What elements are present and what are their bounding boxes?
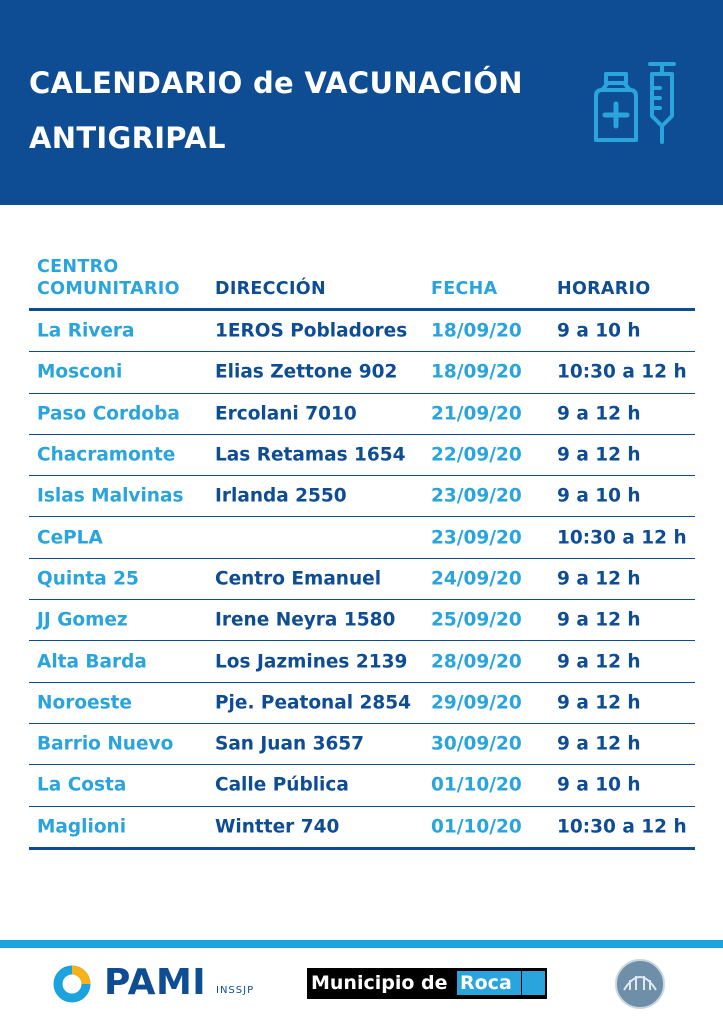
- cell-horario: 10:30 a 12 h: [557, 816, 687, 838]
- cell-horario: 9 a 12 h: [557, 403, 641, 425]
- cell-horario: 9 a 12 h: [557, 733, 641, 755]
- header-fecha: FECHA: [431, 279, 498, 299]
- cell-horario: 9 a 12 h: [557, 692, 641, 714]
- cell-horario: 9 a 12 h: [557, 609, 641, 631]
- cell-horario: 10:30 a 12 h: [557, 527, 687, 549]
- header-centro-comunitario: [37, 256, 180, 300]
- cell-fecha: 28/09/20: [431, 651, 522, 673]
- table-row: [29, 559, 695, 600]
- cell-direccion: Las Retamas 1654: [215, 444, 406, 466]
- municipio-highlight: Roca: [460, 972, 512, 994]
- table-row: [29, 435, 695, 476]
- cell-horario: 9 a 10 h: [557, 320, 641, 342]
- cell-fecha: 23/09/20: [431, 527, 522, 549]
- cell-centro: La Rivera: [37, 320, 135, 342]
- cell-direccion: Wintter 740: [215, 816, 340, 838]
- table-row: [29, 641, 695, 682]
- cell-fecha: 25/09/20: [431, 609, 522, 631]
- cell-fecha: 21/09/20: [431, 403, 522, 425]
- footer-divider: [0, 940, 723, 948]
- cell-centro: Alta Barda: [37, 651, 147, 673]
- cell-fecha: 24/09/20: [431, 568, 522, 590]
- en-accion-badge: [522, 971, 545, 995]
- municipio-roca-logo: [307, 968, 547, 999]
- table-row: [29, 807, 695, 850]
- table-row: [29, 683, 695, 724]
- table-row: [29, 517, 695, 558]
- cell-direccion: Centro Emanuel: [215, 568, 382, 590]
- table-row: [29, 311, 695, 352]
- cell-centro: JJ Gomez: [37, 609, 128, 631]
- cell-direccion: Calle Pública: [215, 774, 349, 796]
- cell-direccion: Irlanda 2550: [215, 485, 347, 507]
- vaccine-vial-syringe-icon: [592, 60, 682, 146]
- header-banner: [0, 0, 723, 205]
- table-row: [29, 394, 695, 435]
- table-body: [29, 311, 695, 850]
- cell-fecha: 29/09/20: [431, 692, 522, 714]
- table-row: [29, 765, 695, 806]
- title-line-1: CALENDARIO de VACUNACIÓN: [29, 66, 523, 100]
- cell-centro: Maglioni: [37, 816, 127, 838]
- cell-horario: 10:30 a 12 h: [557, 361, 687, 383]
- cell-direccion: Irene Neyra 1580: [215, 609, 396, 631]
- header-centro-line-2: COMUNITARIO: [37, 279, 180, 299]
- vaccination-schedule-table: [29, 250, 695, 850]
- table-header: [29, 250, 695, 311]
- municipio-highlight-box: [457, 971, 521, 995]
- header-horario: HORARIO: [557, 279, 651, 299]
- cell-centro: Mosconi: [37, 361, 123, 383]
- title-line-2: ANTIGRIPAL: [29, 121, 226, 155]
- facias-logo: [614, 958, 666, 1010]
- header-centro-line-1: CENTRO: [37, 257, 119, 277]
- cell-centro: Chacramonte: [37, 444, 176, 466]
- cell-centro: Quinta 25: [37, 568, 139, 590]
- cell-horario: 9 a 10 h: [557, 774, 641, 796]
- cell-fecha: 22/09/20: [431, 444, 522, 466]
- cell-direccion: Pje. Peatonal 2854: [215, 692, 411, 714]
- cell-centro: Barrio Nuevo: [37, 733, 174, 755]
- table-row: [29, 476, 695, 517]
- cell-direccion: 1EROS Pobladores: [215, 320, 408, 342]
- pami-name: PAMI: [104, 962, 207, 1003]
- cell-direccion: Ercolani 7010: [215, 403, 357, 425]
- table-row: [29, 352, 695, 393]
- table-row: [29, 724, 695, 765]
- cell-centro: CePLA: [37, 527, 103, 549]
- cell-fecha: 01/10/20: [431, 816, 522, 838]
- cell-direccion: San Juan 3657: [215, 733, 365, 755]
- header-direccion: DIRECCIÓN: [215, 279, 326, 299]
- cell-fecha: 30/09/20: [431, 733, 522, 755]
- cell-fecha: 01/10/20: [431, 774, 522, 796]
- cell-centro: Islas Malvinas: [37, 485, 184, 507]
- cell-fecha: 18/09/20: [431, 361, 522, 383]
- cell-centro: Paso Cordoba: [37, 403, 180, 425]
- pami-ring-icon: [52, 964, 92, 1004]
- cell-direccion: Elias Zettone 902: [215, 361, 398, 383]
- cell-horario: 9 a 12 h: [557, 444, 641, 466]
- cell-centro: Noroeste: [37, 692, 132, 714]
- cell-direccion: Los Jazmines 2139: [215, 651, 408, 673]
- cell-fecha: 23/09/20: [431, 485, 522, 507]
- cell-horario: 9 a 10 h: [557, 485, 641, 507]
- table-row: [29, 600, 695, 641]
- cell-horario: 9 a 12 h: [557, 568, 641, 590]
- municipio-prefix: Municipio de: [311, 972, 448, 994]
- cell-centro: La Costa: [37, 774, 127, 796]
- cell-horario: 9 a 12 h: [557, 651, 641, 673]
- page-title: [29, 56, 523, 166]
- cell-fecha: 18/09/20: [431, 320, 522, 342]
- pami-subtitle: INSSJP: [216, 985, 255, 996]
